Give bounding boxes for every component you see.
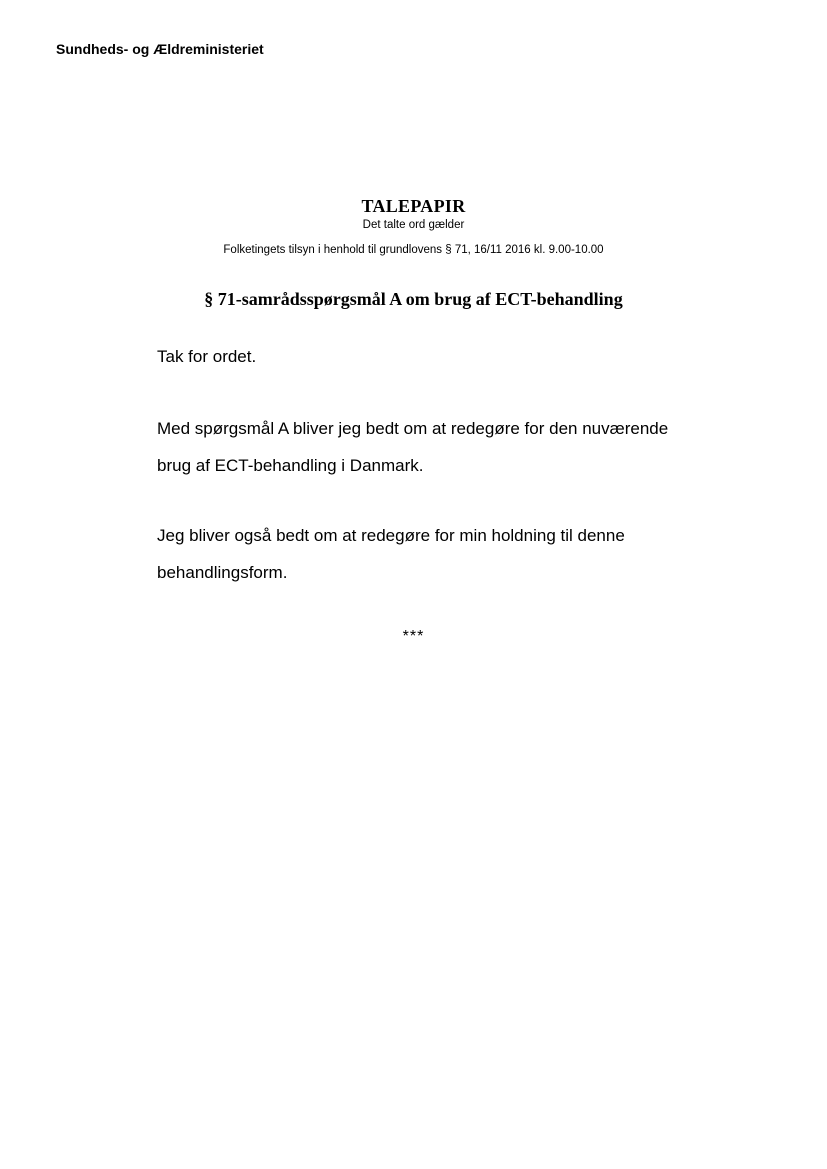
paragraph-1: Tak for ordet. xyxy=(157,347,257,366)
paragraph-3: Jeg bliver også bedt om at redegøre for min holdning til denne behandlingsform. xyxy=(157,526,625,582)
subject-heading: § 71-samrådsspørgsmål A om brug af ECT-behandling xyxy=(204,289,623,309)
document-note: Det talte ord gælder xyxy=(362,219,465,231)
paragraph-2: Med spørgsmål A bliver jeg bedt om at redegøre for den nuværende brug af ECT-behandling i Danmark. xyxy=(157,419,669,475)
ministry-name: Sundheds- og Ældreministeriet xyxy=(56,41,264,57)
document-type-title: TALEPAPIR xyxy=(361,196,466,216)
closing-asterisks: *** xyxy=(402,628,425,645)
meeting-occasion: Folketingets tilsyn i henhold til grundlovens § 71, 16/11 2016 kl. 9.00-10.00 xyxy=(223,244,604,256)
